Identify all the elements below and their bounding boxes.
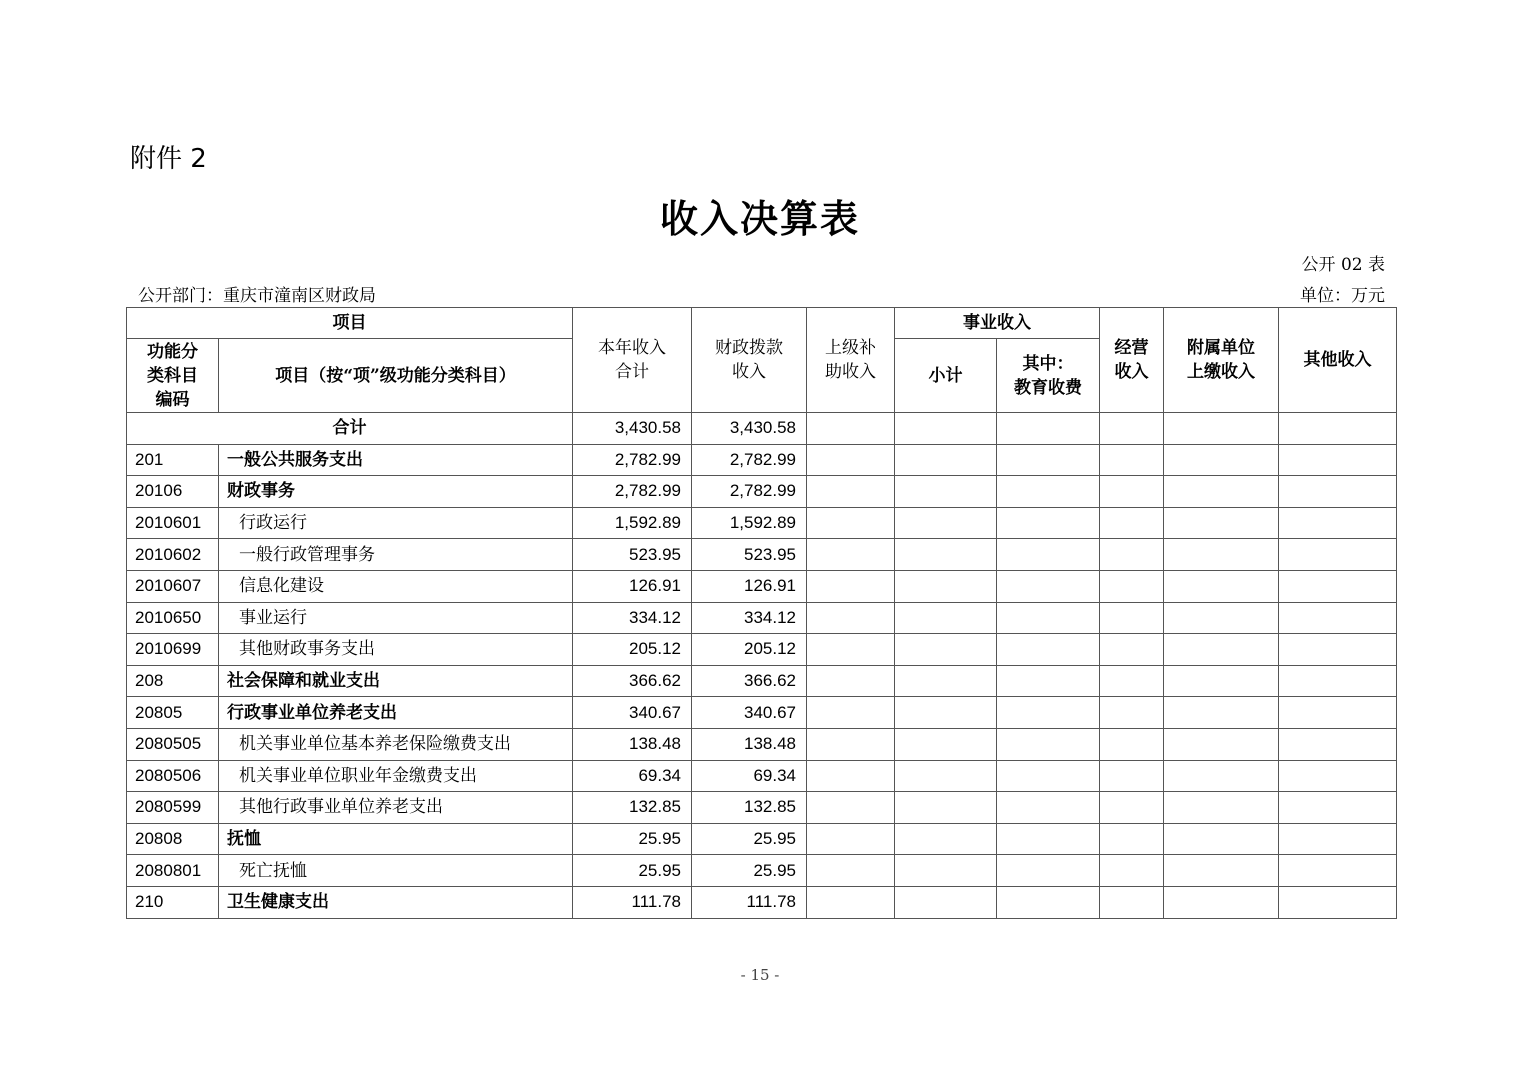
empty-cell	[1279, 823, 1397, 855]
empty-cell	[1164, 444, 1279, 476]
empty-cell	[1164, 697, 1279, 729]
table-row	[127, 886, 1397, 918]
empty-cell	[1164, 728, 1279, 760]
total-income-cell: 334.12	[573, 602, 692, 634]
table-row	[127, 602, 1397, 634]
table-row	[127, 823, 1397, 855]
func-code-cell: 2010607	[127, 570, 219, 602]
empty-cell	[1100, 444, 1164, 476]
project-name-cell: 事业运行	[219, 602, 573, 634]
project-name-cell: 行政运行	[219, 507, 573, 539]
empty-cell	[997, 602, 1100, 634]
empty-cell	[997, 476, 1100, 508]
total-income-cell: 132.85	[573, 792, 692, 824]
project-name-cell: 一般公共服务支出	[219, 444, 573, 476]
empty-cell	[997, 792, 1100, 824]
empty-cell	[1164, 886, 1279, 918]
empty-cell	[895, 728, 997, 760]
empty-cell	[1279, 634, 1397, 666]
empty-cell	[1100, 760, 1164, 792]
func-code-cell: 201	[127, 444, 219, 476]
unit-label: 单位：万元	[1300, 286, 1385, 306]
empty-cell	[807, 476, 895, 508]
empty-cell	[1279, 760, 1397, 792]
fiscal-cell: 69.34	[692, 760, 807, 792]
total-income-cell: 1,592.89	[573, 507, 692, 539]
empty-cell	[895, 507, 997, 539]
empty-cell	[807, 444, 895, 476]
empty-cell	[1100, 697, 1164, 729]
table-row	[127, 634, 1397, 666]
project-name-cell: 其他财政事务支出	[219, 634, 573, 666]
empty-cell	[997, 634, 1100, 666]
empty-cell	[1164, 823, 1279, 855]
empty-cell	[1100, 792, 1164, 824]
empty-cell	[1100, 823, 1164, 855]
total-income-cell: 2,782.99	[573, 476, 692, 508]
empty-cell	[997, 728, 1100, 760]
empty-cell	[1279, 539, 1397, 571]
empty-cell	[997, 570, 1100, 602]
col-project-name: 项目（按“项”级功能分类科目）	[219, 339, 573, 413]
empty-cell	[807, 602, 895, 634]
department-label: 公开部门：重庆市潼南区财政局	[138, 286, 376, 306]
empty-cell	[1164, 855, 1279, 887]
fiscal-cell: 111.78	[692, 886, 807, 918]
empty-cell	[1164, 570, 1279, 602]
empty-cell	[895, 855, 997, 887]
col-other: 其他收入	[1279, 308, 1397, 413]
total-income-cell: 25.95	[573, 823, 692, 855]
project-name-cell: 机关事业单位职业年金缴费支出	[219, 760, 573, 792]
empty-cell	[1100, 539, 1164, 571]
func-code-cell: 20805	[127, 697, 219, 729]
func-code-cell: 2080506	[127, 760, 219, 792]
empty-cell	[1164, 665, 1279, 697]
empty-cell	[997, 823, 1100, 855]
empty-cell	[807, 855, 895, 887]
func-code-cell: 20106	[127, 476, 219, 508]
empty-cell	[1279, 507, 1397, 539]
empty-cell	[1100, 634, 1164, 666]
empty-cell	[1279, 697, 1397, 729]
empty-cell	[807, 728, 895, 760]
fiscal-cell: 523.95	[692, 539, 807, 571]
fiscal-cell: 205.12	[692, 634, 807, 666]
fiscal-cell: 25.95	[692, 855, 807, 887]
empty-cell	[895, 886, 997, 918]
fiscal-cell: 2,782.99	[692, 444, 807, 476]
col-total-income: 本年收入 合计	[573, 308, 692, 413]
empty-cell	[1164, 507, 1279, 539]
fiscal-cell: 340.67	[692, 697, 807, 729]
total-income-cell: 523.95	[573, 539, 692, 571]
total-income-cell: 111.78	[573, 886, 692, 918]
total-income-cell: 205.12	[573, 634, 692, 666]
empty-cell	[1164, 476, 1279, 508]
total-income-cell: 69.34	[573, 760, 692, 792]
col-fiscal: 财政拨款 收入	[692, 308, 807, 413]
table-row	[127, 507, 1397, 539]
empty-cell	[807, 823, 895, 855]
empty-cell	[1100, 507, 1164, 539]
func-code-cell: 2010650	[127, 602, 219, 634]
func-code-cell: 20808	[127, 823, 219, 855]
fiscal-cell: 138.48	[692, 728, 807, 760]
fiscal-cell: 2,782.99	[692, 476, 807, 508]
total-income-cell: 2,782.99	[573, 444, 692, 476]
empty-cell	[997, 507, 1100, 539]
table-row	[127, 855, 1397, 887]
empty-cell	[997, 539, 1100, 571]
table-row	[127, 539, 1397, 571]
func-code-cell: 2080505	[127, 728, 219, 760]
total-income-cell: 126.91	[573, 570, 692, 602]
fiscal-cell: 126.91	[692, 570, 807, 602]
fiscal-cell: 1,592.89	[692, 507, 807, 539]
col-operating: 经营 收入	[1100, 308, 1164, 413]
col-project-group: 项目	[127, 308, 573, 339]
project-name-cell: 财政事务	[219, 476, 573, 508]
empty-cell	[1164, 760, 1279, 792]
empty-cell	[1279, 476, 1397, 508]
form-number: 公开 02 表	[1301, 255, 1385, 275]
total-income-cell: 138.48	[573, 728, 692, 760]
empty-cell	[807, 886, 895, 918]
empty-cell	[1279, 665, 1397, 697]
empty-cell	[807, 570, 895, 602]
project-name-cell: 死亡抚恤	[219, 855, 573, 887]
empty-cell	[1164, 634, 1279, 666]
empty-cell	[895, 570, 997, 602]
table-row	[127, 476, 1397, 508]
func-code-cell: 2010699	[127, 634, 219, 666]
project-name-cell: 抚恤	[219, 823, 573, 855]
empty-cell	[895, 665, 997, 697]
empty-cell	[1279, 570, 1397, 602]
empty-cell	[1279, 792, 1397, 824]
total-fiscal-cell: 3,430.58	[692, 413, 807, 445]
empty-cell	[1164, 792, 1279, 824]
empty-cell	[807, 539, 895, 571]
func-code-cell: 2080599	[127, 792, 219, 824]
empty-cell	[895, 539, 997, 571]
total-row	[127, 413, 1397, 445]
project-name-cell: 信息化建设	[219, 570, 573, 602]
attachment-label: 附件 2	[130, 144, 207, 174]
empty-cell	[895, 444, 997, 476]
empty-cell	[895, 823, 997, 855]
empty-cell	[895, 602, 997, 634]
func-code-cell: 2080801	[127, 855, 219, 887]
total-label: 合计	[127, 413, 573, 445]
project-name-cell: 机关事业单位基本养老保险缴费支出	[219, 728, 573, 760]
empty-cell	[895, 697, 997, 729]
empty-cell	[1164, 602, 1279, 634]
func-code-cell: 210	[127, 886, 219, 918]
empty-cell	[807, 792, 895, 824]
col-func-code: 功能分 类科目 编码	[127, 339, 219, 413]
table-row	[127, 444, 1397, 476]
empty-cell	[1279, 855, 1397, 887]
table-row	[127, 760, 1397, 792]
project-name-cell: 行政事业单位养老支出	[219, 697, 573, 729]
col-career-group: 事业收入	[895, 308, 1100, 339]
empty-cell	[1279, 728, 1397, 760]
project-name-cell: 其他行政事业单位养老支出	[219, 792, 573, 824]
empty-cell	[997, 665, 1100, 697]
empty-cell	[895, 634, 997, 666]
fiscal-cell: 334.12	[692, 602, 807, 634]
empty-cell	[807, 697, 895, 729]
empty-cell	[807, 507, 895, 539]
empty-cell	[1100, 570, 1164, 602]
empty-cell	[895, 476, 997, 508]
project-name-cell: 一般行政管理事务	[219, 539, 573, 571]
income-statement-table	[126, 307, 1397, 919]
page-number: - 15 -	[740, 966, 780, 984]
total-income-cell: 25.95	[573, 855, 692, 887]
page-title: 收入决算表	[659, 196, 860, 241]
total-income-cell: 3,430.58	[573, 413, 692, 445]
func-code-cell: 208	[127, 665, 219, 697]
empty-cell	[997, 760, 1100, 792]
empty-cell	[1100, 602, 1164, 634]
empty-cell	[997, 444, 1100, 476]
table-row	[127, 792, 1397, 824]
col-career-edu: 其中： 教育收费	[997, 339, 1100, 413]
table-row	[127, 570, 1397, 602]
project-name-cell: 社会保障和就业支出	[219, 665, 573, 697]
table-row	[127, 728, 1397, 760]
empty-cell	[1279, 444, 1397, 476]
empty-cell	[1100, 855, 1164, 887]
empty-cell	[997, 697, 1100, 729]
empty-cell	[895, 792, 997, 824]
empty-cell	[1279, 602, 1397, 634]
project-name-cell: 卫生健康支出	[219, 886, 573, 918]
fiscal-cell: 25.95	[692, 823, 807, 855]
empty-cell	[1100, 476, 1164, 508]
empty-cell	[997, 886, 1100, 918]
fiscal-cell: 132.85	[692, 792, 807, 824]
empty-cell	[807, 634, 895, 666]
total-income-cell: 340.67	[573, 697, 692, 729]
fiscal-cell: 366.62	[692, 665, 807, 697]
func-code-cell: 2010602	[127, 539, 219, 571]
empty-cell	[1100, 665, 1164, 697]
empty-cell	[997, 855, 1100, 887]
func-code-cell: 2010601	[127, 507, 219, 539]
empty-cell	[1100, 886, 1164, 918]
table-row	[127, 665, 1397, 697]
col-affiliated: 附属单位 上缴收入	[1164, 308, 1279, 413]
empty-cell	[895, 760, 997, 792]
empty-cell	[1279, 886, 1397, 918]
empty-cell	[1100, 728, 1164, 760]
empty-cell	[807, 760, 895, 792]
col-career-subtotal: 小计	[895, 339, 997, 413]
table-row	[127, 697, 1397, 729]
empty-cell	[807, 665, 895, 697]
total-income-cell: 366.62	[573, 665, 692, 697]
empty-cell	[1164, 539, 1279, 571]
col-superior-subsidy: 上级补 助收入	[807, 308, 895, 413]
